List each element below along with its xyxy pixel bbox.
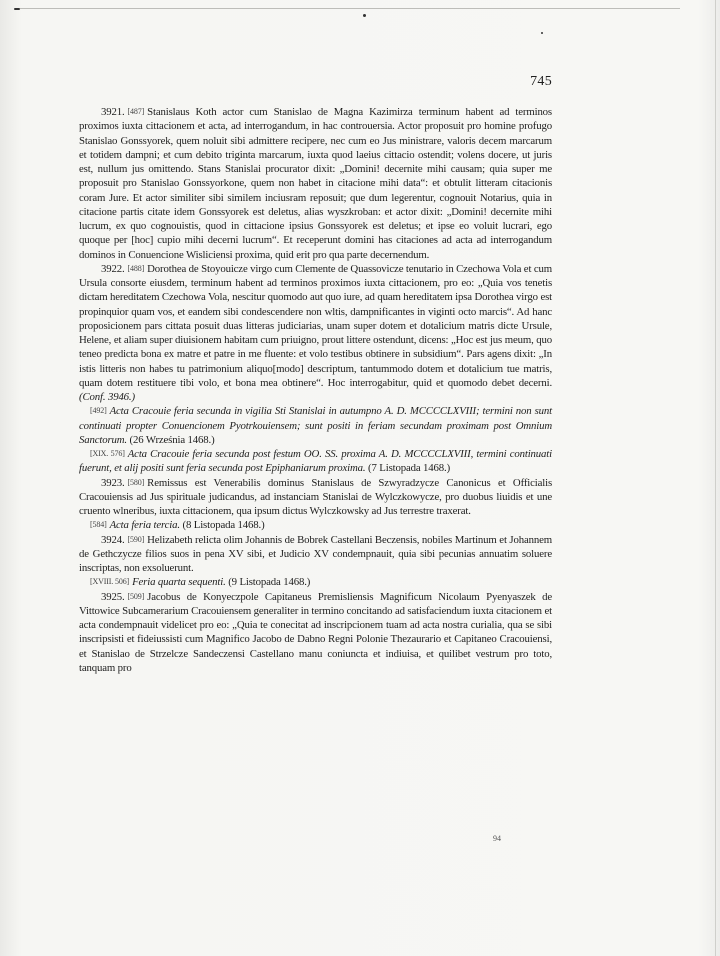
entry-3924 — [79, 533, 552, 576]
note-reference: [XVIII. 506] — [90, 577, 130, 587]
ink-speck — [14, 8, 20, 10]
entry-reference: [487] — [127, 107, 145, 116]
session-note — [79, 404, 552, 447]
entry-number: 3923. — [101, 476, 125, 489]
note-reference: [584] — [90, 520, 107, 530]
main-text — [79, 105, 552, 675]
note-date: (26 Września 1468.) — [129, 433, 215, 446]
session-note — [79, 518, 552, 532]
page-edge-top — [20, 8, 680, 9]
signature-mark: 94 — [493, 834, 501, 843]
note-reference: [XIX. 576] — [90, 449, 125, 458]
entry-text: Stanislaus Koth actor cum Stanislao de Magna Kazimirza terminum habent ad terminos proximos iuxta cittacionem et acta, ad interrogandum, in hac controuersia. Actor proposuit pro homine profugo Stanislao Gonssyorek, quem noluit sibi admittere recipere, nec cum eo Jus ministrare, valoris decem marcarum et totidem dampni; et cum debito triginta marcarum, iuxta quod laeius cittacio ostendit; volens docere, ut juris est, nullum jus omittendo. Stans Stanislai procurator dixit: „Domini! decernite mihi causam; quia super me proposuit pro Stanislao Gonssyorkone, quem non habet in citacione mihi data“: et obtulit litteram citacionis coram Jure. Et actor similiter sibi similem inciusram reposuit; que dum legerentur, cognouit Notarius, quia in citacione partis citate idem Gonssyorek est deletus, alias wyszkroban: et actor dixit: „Domini! decernite mihi lucrum, ex quo cognouistis, quod in cittacione ipsius Gonssyorek est deletus; et ipse eo voluit lucrari, ego quoque per [hoc] cupio mihi decerni lucrum“. Et receperunt domini has citaciones ad acta ad interrogandum dominos in Conuencione Wisliciensi proxima, quid erit pro qua parte decernendum. — [79, 106, 552, 261]
entry-reference: [580] — [127, 477, 145, 487]
ink-speck — [541, 32, 543, 34]
entry-text: Helizabeth relicta olim Johannis de Bobrek Castellani Beczensis, nobiles Martinum et Johannem de Gethczycze filios suos in pena XV sibi, et Judicio XV condempnauit, quia sibi pecunias annuatim soluere inscriptas, non exsoluerunt. — [79, 533, 552, 574]
entry-reference: [590] — [127, 534, 145, 544]
note-italic-text: Acta Cracouie feria secunda in vigilia Sti Stanislai in autumpno A. D. MCCCCLXVIII; termini non sunt continuati propter Conuencionem Pyotrkouiensem; sunt positi in feriam secundam proximam post Omnium Sanctorum. — [79, 405, 552, 446]
ink-speck — [363, 14, 366, 17]
page-edge-right — [715, 0, 716, 956]
entry-3925 — [79, 590, 552, 676]
entry-text: Jacobus de Konyeczpole Capitaneus Premisliensis Magnificum Nicolaum Pyenyaszek de Vittowice Subcamerarium Cracouiensem generaliter in termino concitando ad satisfaciendum iuxta citacionem et acta condempnauit videlicet pro eo: „Quia te conecitat ad inscripcionem tuam ad acta nostra curialia, qua se sibi inscripsisti et fideiussisti cum Magnifico Jacobo de Dabno Regni Polonie Thezaurario et Capitaneo Cracouiensi, et Stanislao de Strzelcze Sandeczensi Castellano manu coniuncta et indiuisa, et quilibet vestrum pro toto, tanquam pro — [79, 590, 552, 674]
note-italic-text: Feria quarta sequenti. — [132, 576, 226, 589]
note-italic-text: Acta feria tercia. — [109, 519, 180, 532]
entry-3922 — [79, 262, 552, 405]
session-note — [79, 575, 552, 589]
note-reference: [492] — [90, 406, 107, 416]
entry-number: 3921. — [101, 106, 125, 118]
entry-cross-reference: (Conf. 3946.) — [79, 391, 135, 403]
note-date: (9 Listopada 1468.) — [228, 576, 311, 589]
entry-number: 3925. — [101, 590, 125, 603]
entry-reference: [488] — [127, 263, 145, 273]
entry-reference: [509] — [127, 591, 145, 601]
session-note — [79, 447, 552, 476]
entry-number: 3924. — [101, 533, 125, 546]
note-italic-text: Acta Cracouie feria secunda post festum OO. SS. proxima A. D. MCCCCLXVIII, termini continuati fuerunt, et alij positi sunt feria secunda post Epiphaniarum proxima. — [79, 448, 552, 475]
entry-3921 — [79, 105, 552, 262]
entry-number: 3922. — [101, 262, 125, 275]
entry-text: Dorothea de Stoyouicze virgo cum Clemente de Quassovicze tenutario in Czechowa Vola et cum Ursula consorte eiusdem, terminum habent ad terminos proximos iuxta cittacionem, pro eo: „Quia vos tenetis dictam hereditatem Czechowa Vola, nescitur quomodo aut quo iure, ad quam hereditatem ipsa Dorothea virgo est propinquior quam vos, et eandem sibi condescendere non wltis, dampnificantes in viginti octo marcis“. Ad hanc proposicionem pars cittata posuit duas litteras judiciarias, unam super dotem et dotalicium matris dicte Ursule, Helene, et aliam super diuisionem habitam cum priuigno, prout littere ostendunt, dicens: „Hoc est jus meum, quo teneo predicta bona ex matre et patre in me fluente: et volo testibus obtinere in subsidium“. Pars agens dixit: „In istis litteris non habes tu patrimonium aliquo[modo] descriptum, tantummodo dotem et dotalicium tue matris, quam dotem restituere tibi volo, et bona mea obtinere“. Hoc interrogabitur, quid et quomodo debet decerni. — [79, 262, 552, 389]
entry-3923 — [79, 476, 552, 519]
note-date: (8 Listopada 1468.) — [182, 519, 265, 532]
note-date: (7 Listopada 1468.) — [368, 462, 451, 475]
entry-text: Remissus est Venerabilis dominus Stanislaus de Szwyradzycze Canonicus et Officialis Cracouiensis ad Jus spirituale judicandus, ad instanciam Stanislai de Wylczkowycze, pro duobus liuidis et une cruento wlneribus, iuxta cittacionem, qua ipsum dictus Wylczkowsky ad Jus terrestre traxerat. — [79, 476, 552, 517]
page-number: 745 — [530, 74, 552, 89]
